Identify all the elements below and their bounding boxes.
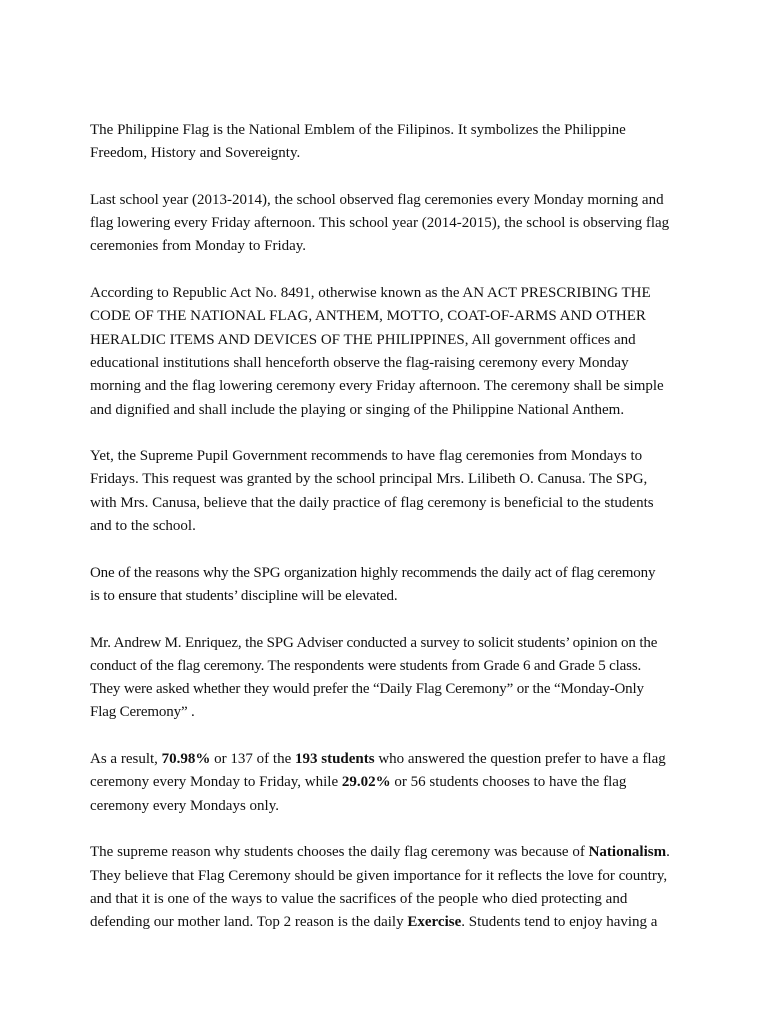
monday-percentage: 29.02% xyxy=(341,774,391,791)
text-run: who answered the question prefer to have a flag ceremony every Monday to Friday, while xyxy=(90,751,666,791)
line: CODE OF THE NATIONAL FLAG, ANTHEM, MOTTO, COAT-OF-ARMS AND OTHER xyxy=(90,308,646,325)
line: Last school year (2013-2014), the school observed flag ceremonies every Monday morning and xyxy=(90,191,664,208)
student-count: 193 students xyxy=(294,751,375,768)
text-run: As a result, xyxy=(90,751,162,768)
line: educational institutions shall henceforth observe the flag-raising ceremony every Monday xyxy=(90,354,629,371)
reason-exercise: Exercise xyxy=(407,914,462,931)
line: and to the school. xyxy=(90,518,196,535)
line: ceremonies from Monday to Friday. xyxy=(90,238,307,255)
line: conduct of the flag ceremony. The respondents were students from Grade 6 and Grade 5 class. xyxy=(90,657,642,674)
line: and dignified and shall include the playing or singing of the Philippine National Anthem. xyxy=(90,401,625,418)
paragraph-survey xyxy=(90,632,680,725)
paragraph-spg-recommendation xyxy=(90,445,680,538)
line: Freedom, History and Sovereignty. xyxy=(90,145,301,162)
line: Mr. Andrew M. Enriquez, the SPG Adviser conducted a survey to solicit students’ opinion on the xyxy=(90,634,658,651)
text-run: or 137 of the xyxy=(210,751,295,768)
reason-nationalism: Nationalism xyxy=(588,844,667,861)
line: They were asked whether they would prefer the “Daily Flag Ceremony” or the “Monday-Only xyxy=(90,681,644,698)
line: Fridays. This request was granted by the school principal Mrs. Lilibeth O. Canusa. The SPG, xyxy=(90,471,648,488)
text-run: The supreme reason why students chooses the daily flag ceremony was because of xyxy=(90,844,589,861)
line: is to ensure that students’ discipline will be elevated. xyxy=(90,587,398,604)
line: flag lowering every Friday afternoon. This school year (2014-2015), the school is observing flag xyxy=(90,215,670,232)
daily-percentage: 70.98% xyxy=(161,751,211,768)
paragraph-school-year xyxy=(90,189,680,259)
text-run: . They believe that Flag Ceremony should be given importance for it reflects the love for country, and that it is one of the ways to value the sacrifices of the people who died protecting and defending our mother land. Top 2 reason is the daily xyxy=(90,844,670,931)
line: with Mrs. Canusa, believe that the daily practice of flag ceremony is beneficial to the students xyxy=(90,494,654,511)
line: According to Republic Act No. 8491, otherwise known as the AN ACT PRESCRIBING THE xyxy=(90,285,651,302)
document-page xyxy=(90,119,680,958)
paragraph-reasons xyxy=(90,841,680,934)
line: Yet, the Supreme Pupil Government recommends to have flag ceremonies from Mondays to xyxy=(90,448,643,465)
paragraph-discipline xyxy=(90,562,680,609)
paragraph-republic-act xyxy=(90,282,680,422)
paragraph-flag-emblem xyxy=(90,119,680,166)
line: One of the reasons why the SPG organization highly recommends the daily act of flag ceremony xyxy=(90,564,656,581)
paragraph-survey-results xyxy=(90,748,680,818)
text-run: or 56 students chooses to have the flag ceremony every Mondays only. xyxy=(90,774,627,814)
line: HERALDIC ITEMS AND DEVICES OF THE PHILIPPINES, All government offices and xyxy=(90,331,636,348)
line: morning and the flag lowering ceremony every Friday afternoon. The ceremony shall be simple xyxy=(90,378,664,395)
line: The Philippine Flag is the National Emblem of the Filipinos. It symbolizes the Philippine xyxy=(90,122,626,138)
line: Flag Ceremony” . xyxy=(90,704,195,721)
text-run: . Students tend to enjoy having a xyxy=(461,914,658,931)
